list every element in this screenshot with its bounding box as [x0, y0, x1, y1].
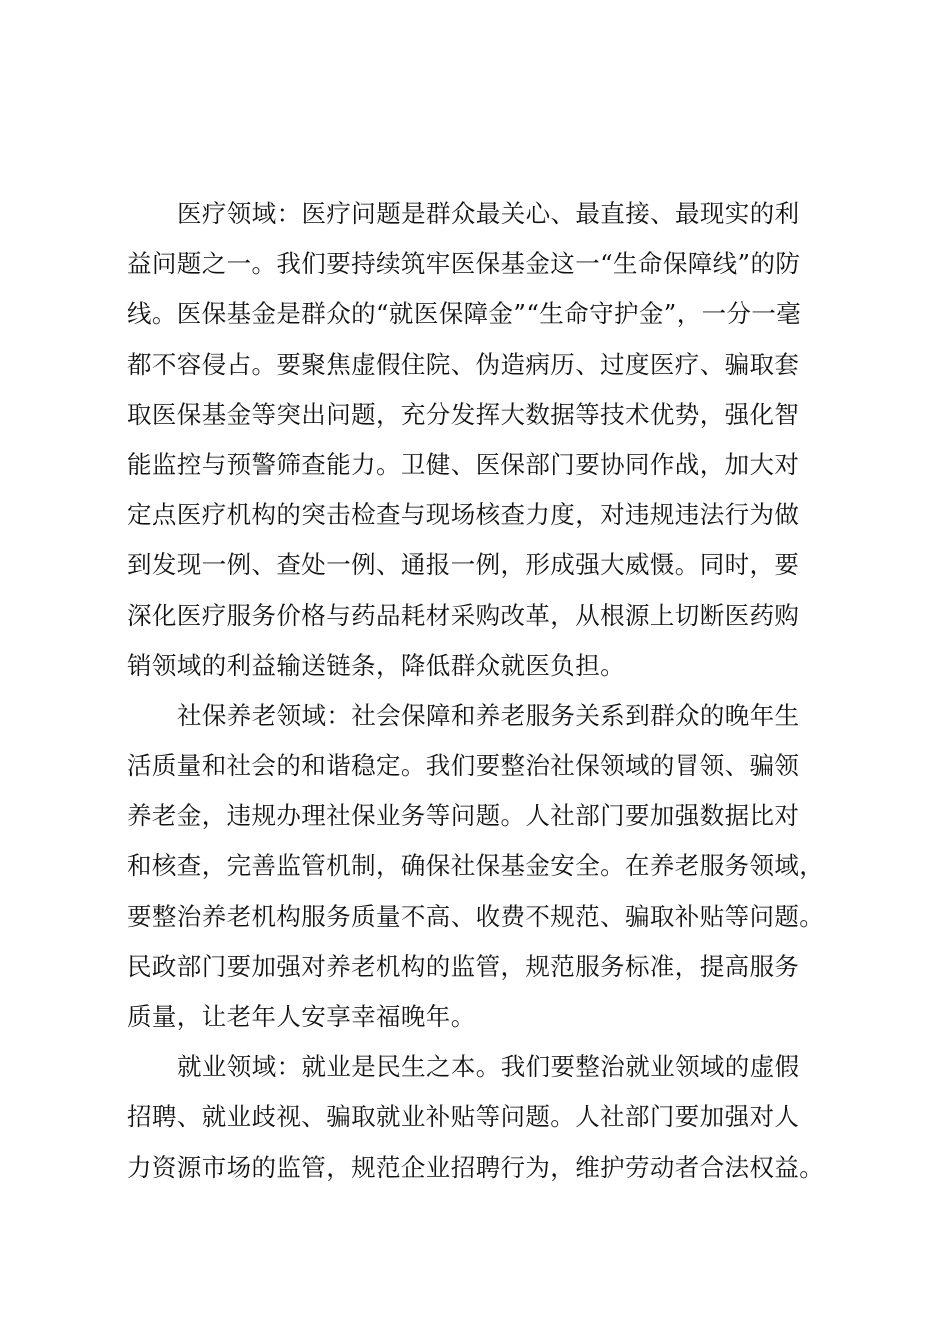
paragraph-line: 养老金，违规办理社保业务等问题。人社部门要加强数据比对: [127, 801, 800, 831]
document-body: [127, 189, 827, 1193]
paragraph-line: 能监控与预警筛查能力。卫健、医保部门要协同作战，加大对: [127, 449, 800, 479]
paragraph-line: 销领域的利益输送链条，降低群众就医负担。: [127, 650, 625, 680]
paragraph-line: 和核查，完善监管机制，确保社保基金安全。在养老服务领域，: [127, 851, 825, 881]
paragraph-medical: [127, 189, 827, 691]
paragraph-line: 社保养老领域：社会保障和养老服务关系到群众的晚年生: [177, 700, 800, 730]
paragraph-line: 深化医疗服务价格与药品耗材采购改革，从根源上切断医药购: [127, 600, 800, 630]
paragraph-line: 力资源市场的监管，规范企业招聘行为，维护劳动者合法权益。: [127, 1152, 825, 1182]
paragraph-line: 定点医疗机构的突击检查与现场核查力度，对违规违法行为做: [127, 500, 800, 530]
paragraph-line: 医疗领域：医疗问题是群众最关心、最直接、最现实的利: [177, 199, 800, 228]
paragraph-social-security: [127, 691, 827, 1042]
paragraph-line: 线。医保基金是群众的“就医保障金”“生命守护金”，一分一毫: [127, 299, 802, 329]
paragraph-employment: [127, 1042, 827, 1193]
paragraph-line: 取医保基金等突出问题，充分发挥大数据等技术优势，强化智: [127, 399, 800, 429]
paragraph-line: 都不容侵占。要聚焦虚假住院、伪造病历、过度医疗、骗取套: [127, 349, 800, 379]
paragraph-line: 到发现一例、查处一例、通报一例，形成强大威慑。同时，要: [127, 550, 800, 580]
paragraph-line: 就业领域：就业是民生之本。我们要整治就业领域的虚假: [177, 1052, 800, 1082]
paragraph-line: 活质量和社会的和谐稳定。我们要整治社保领域的冒领、骗领: [127, 751, 800, 781]
paragraph-line: 质量，让老年人安享幸福晚年。: [127, 1002, 476, 1031]
paragraph-line: 要整治养老机构服务质量不高、收费不规范、骗取补贴等问题。: [127, 901, 825, 931]
paragraph-line: 民政部门要加强对养老机构的监管，规范服务标准，提高服务: [127, 951, 800, 981]
paragraph-line: 招聘、就业歧视、骗取就业补贴等问题。人社部门要加强对人: [127, 1102, 800, 1132]
paragraph-line: 益问题之一。我们要持续筑牢医保基金这一“生命保障线”的防: [127, 249, 801, 279]
